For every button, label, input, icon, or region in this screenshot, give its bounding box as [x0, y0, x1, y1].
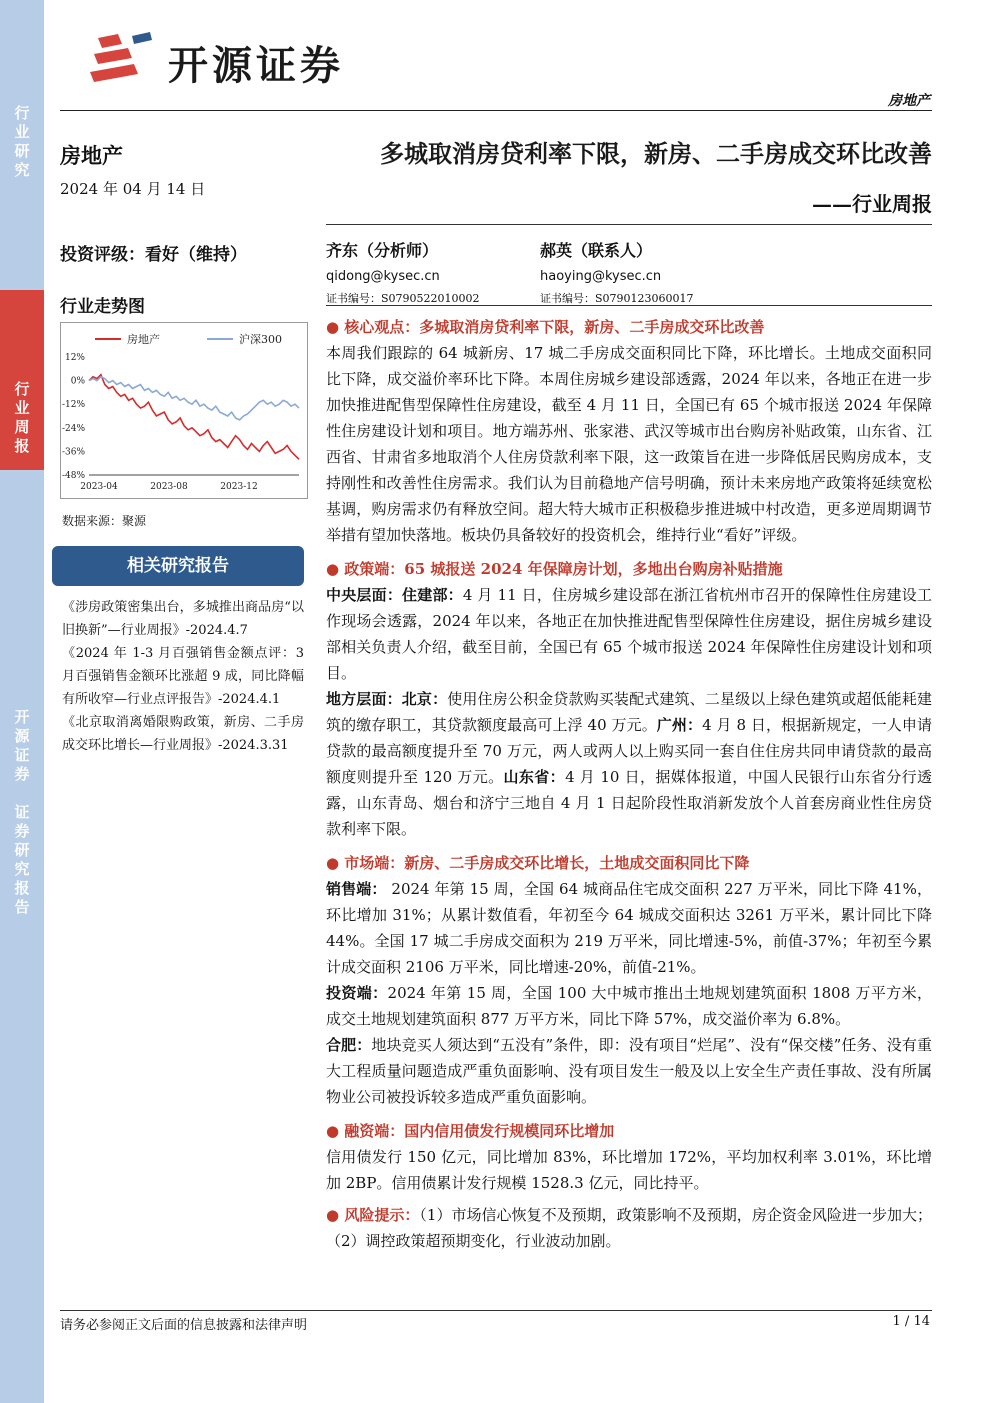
related-reports-list [62, 596, 304, 757]
section-heading-risk: ● 风险提示： [326, 1206, 420, 1224]
paragraph [326, 1032, 932, 1110]
paragraph-text: 地块竞买人须达到“五没有”条件，即：没有项目“烂尾”、没有“保交楼”任务、没有重大工程质量问题造成严重负面影响、没有项目发生一般及以上安全生产责任事故、没有所属物业公司被投诉较多造成严重负面影响。 [326, 1036, 932, 1106]
paragraph [326, 582, 932, 686]
y-tick-label: -12% [61, 400, 85, 411]
related-report-link[interactable]: 《涉房政策密集出台，多城推出商品房“以旧换新”—行业周报》-2024.4.7 [62, 600, 304, 638]
header-divider [60, 110, 932, 111]
analyst-card [540, 238, 694, 306]
paragraph [326, 686, 932, 842]
related-report-link[interactable]: 《北京取消离婚限购政策，新房、二手房成交环比增长—行业周报》-2024.3.31 [62, 715, 304, 753]
paragraph-text: 4 月 11 日，住房城乡建设部在浙江省杭州市召开的保障性住房建设工作现场会透露，2024 年以来，各地正在加快推进配售型保障性住房建设，据住房城乡建设部相关负责人介绍，截至目前，全国已有 65 个城市报送 2024 年保障性住房建设计划和项目。 [326, 586, 932, 682]
report-body [326, 312, 932, 1254]
footer-disclaimer: 请务必参阅正文后面的信息披露和法律声明 [60, 1318, 308, 1333]
paragraph: 本周我们跟踪的 64 城新房、17 城二手房成交面积同比下降，环比增长。土地成交面积同比下降，成交溢价率环比下降。本周住房城乡建设部透露，2024 年以来，各地正在进一步加快推进配售型保障性住房建设，截至 4 月 11 日，全国已有 65 个城市报送 2024 年保障性住房建设计划和项目。地方端苏州、张家港、武汉等城市出台购房补贴政策，山东省、江西省、甘肃省多地取消个人住房贷款利率下限，这一政策旨在进一步降低居民购房成本，支持刚性和改善性住房需求。我们认为目前稳地产信号明确，预计未来房地产政策将延续宽松基调，购房需求仍有释放空间。超大特大城市正积极稳步推进城中村改造，更多逆周期调节举措有望加快落地。板块仍具备较好的投资机会，维持行业“看好”评级。 [326, 344, 932, 544]
header-category: 房地产 [888, 93, 930, 109]
lead-label: 地方层面：北京： [326, 690, 448, 708]
lead-label: 中央层面：住建部： [326, 586, 463, 604]
related-reports-banner: 相关研究报告 [52, 546, 304, 586]
report-date: 2024 年 04 月 14 日 [60, 180, 206, 198]
page-number: 1 / 14 [892, 1314, 930, 1329]
sidebar-label-weekly: 行 业 周 报 [14, 380, 30, 455]
paragraph [326, 876, 932, 980]
sector-title: 房地产 [60, 143, 123, 168]
y-tick-label: 12% [64, 353, 85, 363]
footer-divider [60, 1310, 932, 1311]
report-title: 多城取消房贷利率下限，新房、二手房成交环比改善 [380, 139, 932, 168]
lead-label: 合肥： [326, 1036, 372, 1054]
sidebar-label-brand: 开 源 证 券 证 券 研 究 报 告 [14, 708, 30, 916]
trend-chart-svg [61, 323, 307, 498]
paragraph: 信用债发行 150 亿元，同比增加 83%，环比增加 172%，平均加权利率 3.01%，环比增加 2BP。信用债累计发行规模 1528.3 亿元，同比持平。 [326, 1148, 932, 1192]
sidebar-label-industry-research: 行 业 研 究 [14, 104, 30, 179]
section-heading-core: ● 核心观点：多城取消房贷利率下限，新房、二手房成交环比改善 [326, 318, 765, 336]
sidebar [0, 0, 44, 1403]
lead-label: 山东省： [503, 768, 566, 786]
report-subtitle: ——行业周报 [812, 192, 932, 216]
legend-label: 房地产 [127, 333, 160, 346]
analyst-email[interactable]: haoying@kysec.cn [540, 269, 662, 284]
section-heading-market: ● 市场端：新房、二手房成交环比增长，土地成交面积同比下降 [326, 854, 750, 872]
paragraph-text: 2024 年第 15 周，全国 64 城商品住宅成交面积 227 万平米，同比下降 41%，环比增加 31%；从累计数值看，年初至今 64 城成交面积达 3261 万平米，累计同比下降 44%。全国 17 城二手房成交面积为 219 万平米，同比增速-5%，前值-37%；年初至今累计成交面积 2106 万平米，同比增速-20%，前值-21%。 [326, 880, 932, 976]
y-tick-label: -24% [61, 423, 85, 434]
x-tick-label: 2023-12 [220, 482, 258, 492]
analyst-name: 郝英（联系人） [540, 241, 653, 260]
investment-rating: 投资评级：看好（维持） [60, 245, 247, 265]
paragraph-text: 4 月 10 日，据媒体报道，中国人民银行山东省分行透露，山东青岛、烟台和济宁三地自 4 月 1 日起阶段性取消新发放个人首套房商业性住房贷款利率下限。 [326, 768, 933, 838]
analyst-card [326, 238, 480, 306]
x-tick-label: 2023-04 [80, 482, 118, 492]
lead-label: 投资端： [326, 984, 388, 1002]
analyst-cert: 证书编号：S0790522010002 [326, 292, 480, 305]
series-line-0 [89, 375, 299, 460]
lead-label: 销售端： [326, 880, 387, 898]
analyst-name: 齐东（分析师） [326, 241, 439, 260]
analyst-cert: 证书编号：S0790123060017 [540, 292, 694, 305]
paragraph-text: 使用住房公积金贷款购买装配式建筑、二星级以上绿色建筑或超低能耗建筑的缴存职工，其贷款额度最高可上浮 40 万元。 [326, 690, 932, 734]
paragraph-text: 4 月 8 日，根据新规定，一人申请贷款的最高额度提升至 70 万元，两人或两人以上购买同一套自住住房共同申请贷款的最高额度则提升至 120 万元。 [326, 716, 932, 786]
legend-label: 沪深300 [239, 333, 282, 346]
analyst-email[interactable]: qidong@kysec.cn [326, 269, 440, 284]
paragraph-text: 2024 年第 15 周，全国 100 大中城市推出土地规划建筑面积 1808 万平方米，成交土地规划建筑面积 877 万平方米，同比下降 57%，成交溢价率为 6.8%。 [326, 984, 932, 1028]
data-source: 数据来源：聚源 [62, 514, 147, 528]
x-tick-label: 2023-08 [150, 482, 188, 492]
section-heading-policy: ● 政策端：65 城报送 2024 年保障房计划，多地出台购房补贴措施 [326, 560, 783, 578]
y-tick-label: -48% [61, 471, 85, 481]
paragraph [326, 1202, 932, 1254]
series-line-1 [89, 377, 299, 420]
brand-logo-icon [88, 30, 164, 90]
section-heading-financing: ● 融资端：国内信用债发行规模同环比增加 [326, 1122, 615, 1140]
y-tick-label: -36% [61, 447, 85, 458]
paragraph-text: （1）市场信心恢复不及预期，政策影响不及预期，房企资金风险进一步加大；（2）调控政策超预期变化，行业波动加剧。 [326, 1206, 932, 1250]
y-tick-label: 0% [70, 376, 85, 387]
related-report-link[interactable]: 《2024 年 1-3 月百强销售金额点评：3 月百强销售金额环比涨超 9 成，同比降幅有所收窄—行业点评报告》-2024.4.1 [62, 646, 304, 707]
paragraph [326, 980, 932, 1032]
analyst-divider [326, 305, 932, 306]
trend-title: 行业走势图 [60, 297, 145, 317]
lead-label: 广州： [656, 716, 703, 734]
brand-name: 开源证券 [168, 43, 344, 89]
title-divider [326, 224, 932, 225]
trend-chart [60, 322, 308, 499]
